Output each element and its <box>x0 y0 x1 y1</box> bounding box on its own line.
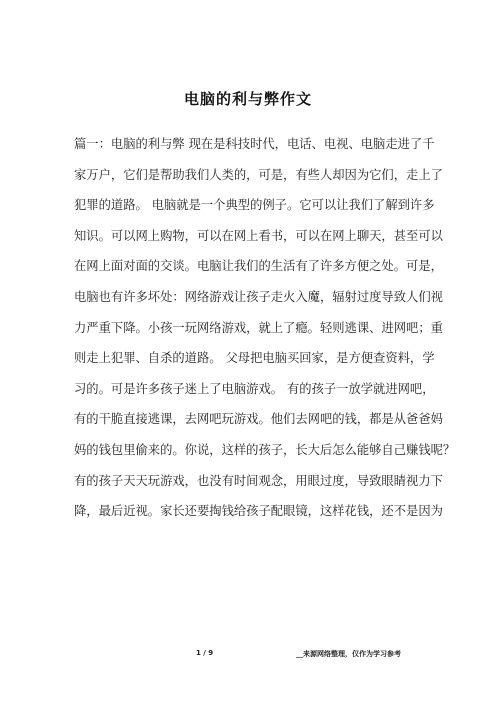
text-line: 习的。可是许多孩子迷上了电脑游戏。 有的孩子一放学就进网吧， <box>74 381 435 396</box>
text-line: 则走上犯罪、自杀的道路。 父母把电脑买回家，是方便查资料，学 <box>74 351 435 366</box>
text-line: 知识。可以网上购物，可以在网上看书，可以在网上聊天，甚至可以 <box>74 228 443 243</box>
page-footer <box>0 649 496 663</box>
essay-body <box>74 136 456 534</box>
text-line: 妈的钱包里偷来的。你说，这样的孩子，长大后怎么能够自己赚钱呢？ <box>74 442 456 457</box>
source-note: __来源网络整理，仅作为学习参考 <box>296 650 401 658</box>
page-number: 1 / 9 <box>196 649 214 657</box>
text-line: 篇一：电脑的利与弊 现在是科技时代，电话、电视、电脑走进了千 <box>74 137 435 151</box>
text-line: 在网上面对面的交谈。电脑让我们的生活有了许多方便之处。可是， <box>74 259 443 274</box>
text-line: 有的孩子天天玩游戏，也没有时间观念，用眼过度，导致眼睛视力下 <box>74 473 443 488</box>
text-line: 有的干脆直接逃课，去网吧玩游戏。他们去网吧的钱，都是从爸爸妈 <box>74 412 443 427</box>
text-line: 犯罪的道路。 电脑就是一个典型的例子。它可以让我们了解到许多 <box>74 198 435 213</box>
text-line: 力严重下降。小孩一玩网络游戏，就上了瘾。轻则逃课、进网吧；重 <box>74 320 443 335</box>
document-title: 电脑的利与弊作文 <box>183 90 312 108</box>
text-line: 家万户，它们是帮助我们人类的，可是，有些人却因为它们，走上了 <box>74 167 443 182</box>
text-line: 降，最后近视。家长还要掏钱给孩子配眼镜，这样花钱，还不是因为 <box>74 504 443 519</box>
text-line: 电脑也有许多坏处：网络游戏让孩子走火入魔，辐射过度导致人们视 <box>74 289 443 304</box>
